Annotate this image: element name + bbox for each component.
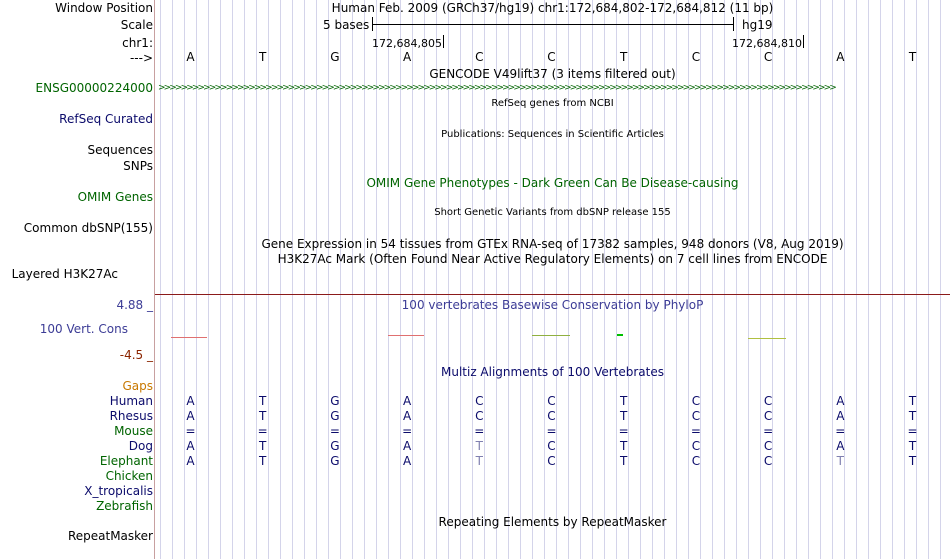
aligned-base: C bbox=[763, 439, 773, 453]
aligned-base: T bbox=[908, 409, 917, 423]
aligned-base: T bbox=[836, 454, 844, 468]
chrom-label: chr1: bbox=[122, 36, 153, 50]
conservation-bar bbox=[532, 335, 570, 336]
aligned-base: = bbox=[329, 424, 340, 438]
gtex-track-title[interactable]: Gene Expression in 54 tissues from GTEx RNA-seq of 17382 samples, 948 donors (V8, Aug 2019) bbox=[261, 237, 844, 251]
aligned-base: C bbox=[763, 394, 773, 408]
conservation-bar bbox=[617, 334, 623, 336]
h3k27ac-track-title[interactable]: H3K27Ac Mark (Often Found Near Active Regulatory Elements) on 7 cell lines from ENCODE bbox=[277, 252, 828, 266]
ruler-tick-2 bbox=[803, 35, 804, 48]
assembly-label: hg19 bbox=[742, 18, 773, 32]
window-position-label: Window Position bbox=[55, 1, 153, 15]
aligned-base: C bbox=[691, 394, 701, 408]
aligned-base: = bbox=[257, 424, 268, 438]
aligned-base: C bbox=[547, 409, 556, 423]
aligned-base: A bbox=[186, 439, 195, 453]
label-divider bbox=[154, 0, 155, 559]
ruler-pos-2: 172,684,810 bbox=[732, 37, 802, 50]
scale-bar bbox=[372, 24, 733, 25]
aligned-base: C bbox=[547, 394, 556, 408]
base: T bbox=[620, 50, 628, 64]
aligned-base: = bbox=[402, 424, 413, 438]
ruler-tick-1 bbox=[443, 35, 444, 48]
aligned-base: C bbox=[691, 454, 701, 468]
aligned-base: A bbox=[402, 409, 412, 423]
aligned-base: C bbox=[691, 409, 701, 423]
base: T bbox=[908, 50, 917, 64]
aligned-base: A bbox=[186, 394, 195, 408]
aligned-base: A bbox=[836, 409, 845, 423]
aligned-base: C bbox=[547, 454, 556, 468]
species-label[interactable]: Dog bbox=[128, 439, 153, 453]
aligned-base: T bbox=[475, 439, 483, 453]
conservation-bar bbox=[388, 335, 424, 336]
multiz-track-title[interactable]: Multiz Alignments of 100 Vertebrates bbox=[440, 365, 665, 379]
species-label[interactable]: Rhesus bbox=[109, 409, 153, 423]
aligned-base: = bbox=[185, 424, 196, 438]
aligned-base: C bbox=[547, 439, 556, 453]
aligned-base: = bbox=[763, 424, 774, 438]
dbsnp-label[interactable]: Common dbSNP(155) bbox=[23, 221, 153, 235]
base-sequence bbox=[0, 50, 950, 64]
h3k27ac-signal-line bbox=[155, 294, 950, 295]
aligned-base: = bbox=[907, 424, 918, 438]
sequences-label[interactable]: Sequences bbox=[87, 143, 153, 157]
conservation-min: -4.5 _ bbox=[119, 348, 153, 362]
aligned-base: G bbox=[330, 439, 340, 453]
species-label[interactable]: Elephant bbox=[99, 454, 153, 468]
base: A bbox=[836, 50, 845, 64]
aligned-base: T bbox=[620, 439, 628, 453]
gaps-label[interactable]: Gaps bbox=[122, 379, 153, 393]
base: C bbox=[547, 50, 556, 64]
refseq-track-title[interactable]: RefSeq genes from NCBI bbox=[491, 98, 614, 109]
species-label[interactable]: Chicken bbox=[105, 469, 153, 483]
aligned-base: C bbox=[475, 409, 484, 423]
aligned-base: T bbox=[259, 454, 267, 468]
aligned-base: C bbox=[763, 454, 773, 468]
dbsnp-track-title[interactable]: Short Genetic Variants from dbSNP release 155 bbox=[434, 207, 671, 218]
base: C bbox=[763, 50, 773, 64]
aligned-base: A bbox=[836, 394, 845, 408]
aligned-base: T bbox=[908, 394, 917, 408]
aligned-base: = bbox=[474, 424, 485, 438]
aligned-base: G bbox=[330, 454, 340, 468]
base: G bbox=[330, 50, 340, 64]
gencode-track-title[interactable]: GENCODE V49lift37 (3 items filtered out) bbox=[429, 67, 676, 81]
base: C bbox=[475, 50, 484, 64]
gene-strand-arrows[interactable]: >>>>>>>>>>>>>>>>>>>>>>>>>>>>>>>>>>>>>>>>>>>>>>>>>>>>>>>>>>>>>>>>>>>>>>>>>>>>>>>>>>>>>>>>>>>>>>>>>>>>>>>>>>>>>>>>>>>>>>>> bbox=[158, 84, 835, 92]
omim-label[interactable]: OMIM Genes bbox=[77, 190, 153, 204]
aligned-base: T bbox=[259, 409, 267, 423]
strand-arrow-label: ---> bbox=[129, 51, 153, 65]
aligned-base: A bbox=[186, 409, 195, 423]
aligned-base: C bbox=[763, 409, 773, 423]
aligned-base: T bbox=[620, 454, 628, 468]
gencode-item-label[interactable]: ENSG00000224000 bbox=[35, 81, 153, 95]
aligned-base: = bbox=[546, 424, 557, 438]
omim-track-title[interactable]: OMIM Gene Phenotypes - Dark Green Can Be Disease-causing bbox=[366, 176, 739, 190]
aligned-base: A bbox=[402, 454, 412, 468]
scale-bar-right-tick bbox=[733, 17, 734, 31]
ruler-pos-1: 172,684,805 bbox=[372, 37, 442, 50]
aligned-base: T bbox=[620, 394, 628, 408]
conservation-bar bbox=[748, 338, 786, 339]
species-label[interactable]: Human bbox=[109, 394, 153, 408]
conservation-bar bbox=[171, 337, 207, 338]
species-label[interactable]: Mouse bbox=[114, 424, 153, 438]
aligned-base: G bbox=[330, 409, 340, 423]
aligned-base: = bbox=[618, 424, 629, 438]
aligned-base: = bbox=[690, 424, 701, 438]
h3k27ac-label[interactable]: Layered H3K27Ac bbox=[11, 267, 118, 281]
aligned-base: T bbox=[908, 439, 917, 453]
aligned-base: A bbox=[402, 394, 412, 408]
aligned-base: A bbox=[836, 439, 845, 453]
aligned-base: A bbox=[402, 439, 412, 453]
publications-track-title[interactable]: Publications: Sequences in Scientific Articles bbox=[441, 129, 664, 140]
aligned-base: T bbox=[620, 409, 628, 423]
scale-text: 5 bases bbox=[323, 18, 370, 32]
base: A bbox=[186, 50, 195, 64]
aligned-base: C bbox=[691, 439, 701, 453]
species-label[interactable]: Zebrafish bbox=[96, 499, 153, 513]
aligned-base: = bbox=[835, 424, 846, 438]
base: T bbox=[259, 50, 267, 64]
base: C bbox=[691, 50, 701, 64]
conservation-max: 4.88 _ bbox=[116, 298, 153, 312]
base: A bbox=[402, 50, 412, 64]
scale-label: Scale bbox=[120, 18, 153, 32]
conservation-track-title[interactable]: 100 vertebrates Basewise Conservation by PhyloP bbox=[401, 298, 704, 312]
aligned-base: A bbox=[186, 454, 195, 468]
refseq-label[interactable]: RefSeq Curated bbox=[59, 112, 153, 126]
snps-label[interactable]: SNPs bbox=[123, 159, 153, 173]
repeatmasker-label[interactable]: RepeatMasker bbox=[67, 529, 153, 543]
aligned-base: C bbox=[475, 394, 484, 408]
repeatmasker-track-title[interactable]: Repeating Elements by RepeatMasker bbox=[438, 515, 667, 529]
window-position-value[interactable]: Human Feb. 2009 (GRCh37/hg19) chr1:172,684,802-172,684,812 (11 bp) bbox=[331, 1, 774, 15]
aligned-base: T bbox=[908, 454, 917, 468]
aligned-base: T bbox=[259, 439, 267, 453]
aligned-base: T bbox=[475, 454, 483, 468]
conservation-label[interactable]: 100 Vert. Cons bbox=[39, 322, 128, 336]
species-label[interactable]: X_tropicalis bbox=[84, 484, 153, 498]
aligned-base: T bbox=[259, 394, 267, 408]
aligned-base: G bbox=[330, 394, 340, 408]
